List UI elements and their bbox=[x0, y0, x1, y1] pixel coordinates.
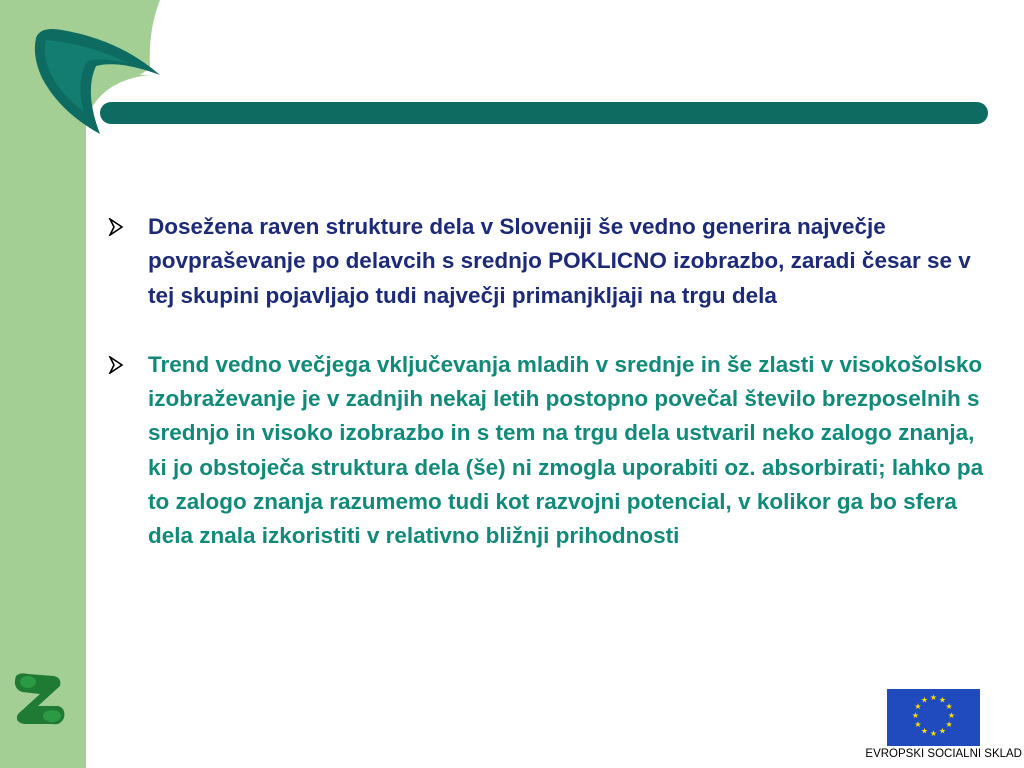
svg-text:★: ★ bbox=[938, 726, 947, 736]
svg-text:★: ★ bbox=[945, 702, 953, 711]
svg-text:★: ★ bbox=[945, 720, 953, 729]
svg-text:★: ★ bbox=[947, 711, 956, 720]
arrow-bullet-icon bbox=[104, 210, 148, 236]
svg-text:★: ★ bbox=[914, 720, 922, 729]
bullet-item bbox=[104, 348, 994, 554]
svg-text:★: ★ bbox=[914, 702, 922, 711]
svg-text:★: ★ bbox=[911, 711, 920, 720]
svg-text:★: ★ bbox=[920, 726, 929, 736]
bullet-text: Trend vedno večjega vključevanja mladih v srednje in še zlasti v visokošolsko izobraževanje je v zadnjih nekaj letih postopno povečal število brezposelnih s srednjo in visoko izobrazbo in s tem na trgu dela ustvaril neko zalogo znanja, ki jo obstoječa struktura dela (še) ni zmogla uporabiti oz. absorbirati; lahko pa to zalogo znanja razumemo tudi kot razvojni potencial, v kolikor ga bo sfera dela znala izkoristiti v relativno bližnji prihodnosti bbox=[148, 351, 984, 549]
teal-header-bar bbox=[100, 102, 988, 124]
svg-text:★: ★ bbox=[938, 695, 947, 705]
bullet-item bbox=[104, 210, 994, 313]
svg-text:★: ★ bbox=[920, 695, 929, 705]
arrow-bullet-icon bbox=[104, 348, 148, 374]
eu-caption: EVROPSKI SOCIALNI SKLAD bbox=[865, 748, 1022, 760]
svg-text:★: ★ bbox=[929, 729, 938, 738]
bullet-text: Doseženа raven strukture dela v Sloveniji še vedno generira največje povpraševanje po delavcih s srednjo POKLICNO izobrazbo, zaradi česar se v tej skupini pojavljajo tudi največji primanjkljaji na trgu dela bbox=[148, 214, 971, 308]
header-decoration bbox=[0, 0, 1024, 150]
eu-flag-icon bbox=[887, 689, 980, 746]
logo-z-icon bbox=[10, 670, 72, 730]
svg-text:★: ★ bbox=[929, 693, 938, 702]
bullet-list bbox=[104, 210, 994, 554]
